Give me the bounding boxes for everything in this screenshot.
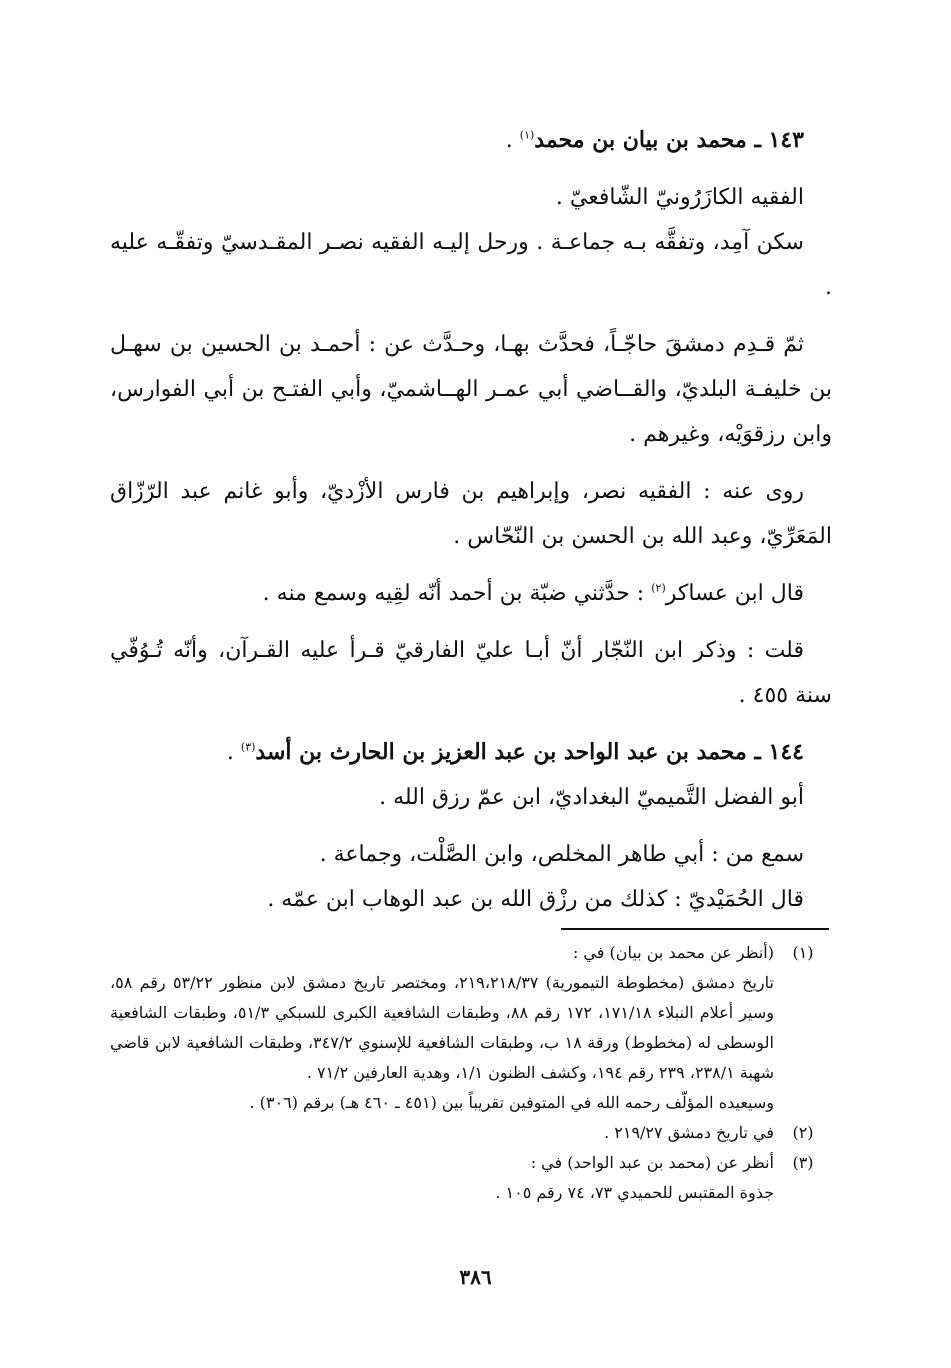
footnote-divider bbox=[561, 928, 829, 930]
footnote-1 bbox=[110, 938, 832, 1118]
entry-143-travels: ثمّ قـدِم دمشقَ حاجّـاً، فحدَّث بهـا، وحـدَّث عن : أحمـد بن الحسين بن سهـل بن خليفـة البلديّ، والقــاضي أبي عمـر الهــاشميّ، وأبي الفتـح بن أبي الفوارس، وابن رزقوَيْه، وغيرهم . bbox=[110, 332, 832, 447]
footnote-line: تاريخ دمشق (مخطوطة التيمورية) ٢١٩،٢١٨/٣٧، ومختصر تاريخ دمشق لابن منظور ٥٣/٢٢ رقم ٥٨، وسير أعلام النبلاء ١٧١/١٨، ١٧٢ رقم ٨٨، وطبقات الشافعية الكبرى للسبكي ٥١/٣، وطبقات الشافعية الوسطى له (مخطوط) ورقة ١٨ ب، وطبقات الشافعية للإسنوي ٣٤٧/٢، وطبقات الشافعية لابن قاضي شهبة ٢٣٨/١، ٢٣٩ رقم ١٩٤، وكشف الظنون ١/١، وهدية العارفين ٧١/٢ . bbox=[110, 973, 775, 1082]
footnote-line: (أنظر عن محمد بن بيان) في : bbox=[572, 943, 774, 962]
footnote-text bbox=[110, 1118, 774, 1148]
footnote-text bbox=[110, 938, 774, 1118]
entry-144-heading bbox=[110, 730, 832, 775]
heading-end: . bbox=[226, 740, 234, 765]
entry-143-closing: قلت : وذكر ابن النّجّار أنّ أبـا عليّ الفارقيّ قـرأ عليه القـرآن، وأنّه تُـوُفّي سنة ٤٥٥ . bbox=[110, 638, 832, 708]
footnote-2 bbox=[110, 1118, 832, 1148]
footnote-line: وسيعيده المؤلّف رحمه الله في المتوفين تقريباً بين (٤٥١ ـ ٤٦٠ هـ) برقم (٣٠٦) . bbox=[249, 1093, 774, 1112]
entry-143-nisba: الفقيه الكازَرُونيّ الشّافعيّ . bbox=[555, 185, 804, 210]
entry-144-humaidi: قال الحُمَيْديّ : كذلك من رزْق الله بن عبد الوهاب ابن عمّه . bbox=[267, 887, 804, 912]
entry-143-residence: سكن آمِد، وتفقَّه بـه جماعـة . ورحل إليـه الفقيه نصـر المقـدسيّ وتفقّـه عليه . bbox=[110, 230, 832, 300]
footnote-ref[interactable]: (١) bbox=[519, 128, 535, 142]
entry-144-teachers: سمع من : أبي طاهر المخلص، وابن الصَّلْت، وجماعة . bbox=[319, 842, 804, 867]
footnote-number: (٣) bbox=[792, 1153, 814, 1172]
footnote-number: (٢) bbox=[792, 1123, 814, 1142]
page-number: ٣٨٦ bbox=[459, 1265, 492, 1289]
main-text bbox=[110, 118, 832, 922]
footnote-3 bbox=[110, 1148, 832, 1208]
entry-143-heading bbox=[110, 118, 832, 163]
entry-title: ١٤٤ ـ محمد بن عبد الواحد بن عبد العزيز بن الحارث بن أسد bbox=[255, 739, 804, 765]
entry-143-transmitters: روى عنه : الفقيه نصر، وإبراهيم بن فارس الأزْديّ، وأبو غانم عبد الرّزّاق المَعَرِّيّ، وعبد الله بن الحسن بن النّحّاس . bbox=[110, 479, 832, 549]
footnotes bbox=[110, 938, 832, 1208]
entry-143-quote bbox=[110, 571, 832, 616]
footnote-number: (١) bbox=[792, 943, 814, 962]
footnote-ref[interactable]: (٢) bbox=[651, 581, 666, 595]
footnote-ref[interactable]: (٣) bbox=[240, 740, 256, 754]
footnote-line: في تاريخ دمشق ٢١٩/٢٧ . bbox=[604, 1123, 774, 1142]
footnote-line: أنظر عن (محمد بن عبد الواحد) في : bbox=[530, 1153, 774, 1172]
entry-144-nisba: أبو الفضل التَّميميّ البغداديّ، ابن عمّ رزق الله . bbox=[379, 785, 804, 810]
entry-title: ١٤٣ ـ محمد بن بيان بن محمد bbox=[534, 127, 804, 153]
quote-lead: قال ابن عساكر bbox=[665, 581, 804, 606]
footnote-line: جذوة المقتبس للحميدي ٧٣، ٧٤ رقم ١٠٥ . bbox=[495, 1183, 774, 1202]
heading-end: . bbox=[505, 128, 513, 153]
footnote-text bbox=[110, 1148, 774, 1208]
quote-text: : حدَّثني ضبّة بن أحمد أنّه لقِيه وسمع منه . bbox=[262, 581, 645, 606]
